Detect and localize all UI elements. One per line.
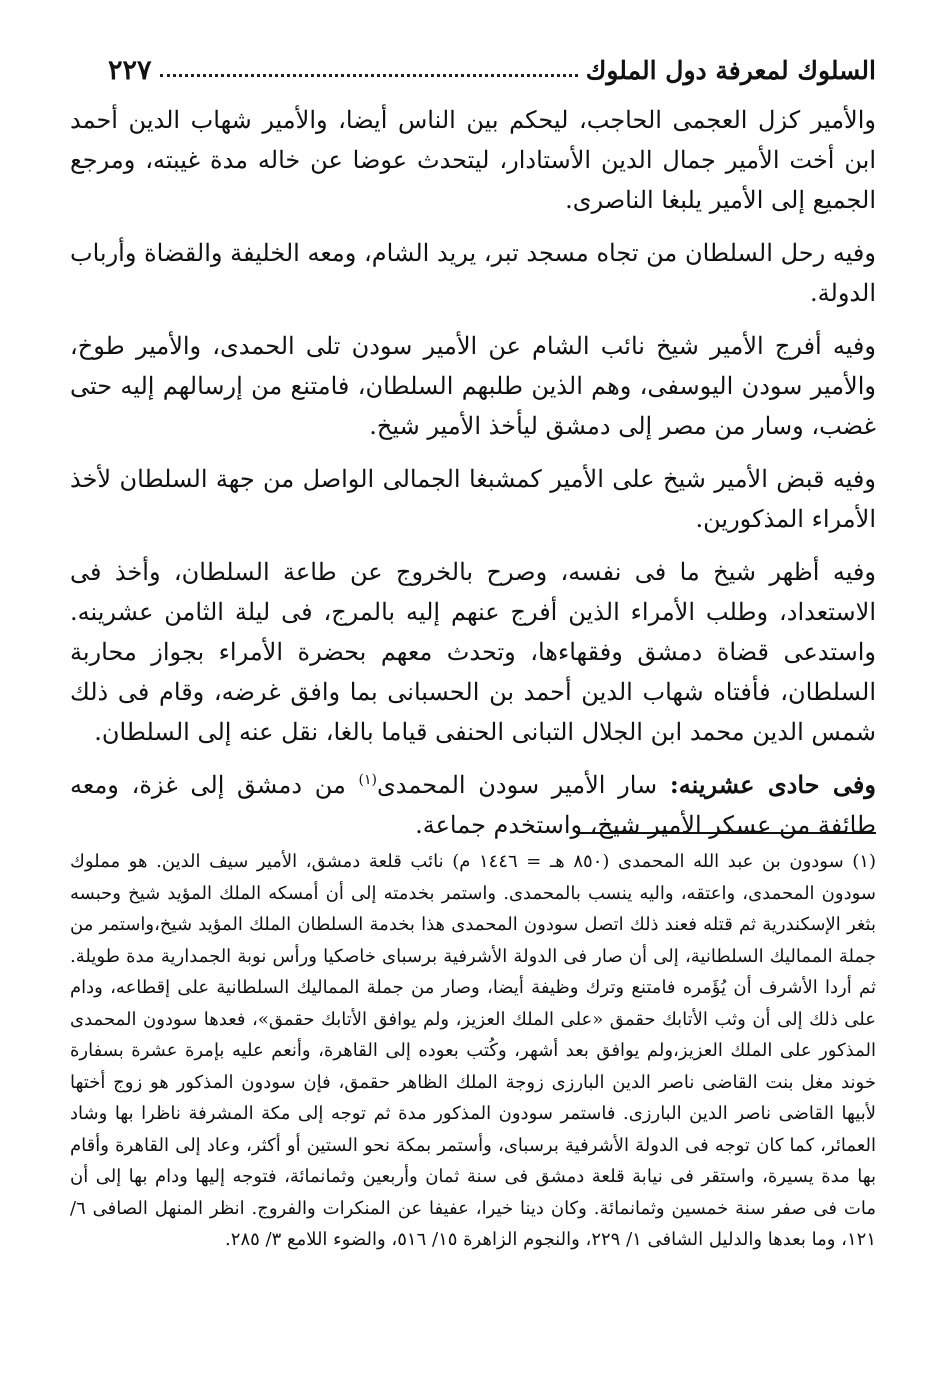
paragraph-2: وفيه رحل السلطان من تجاه مسجد تبر، يريد الشام، ومعه الخليفة والقضاة وأرباب الدولة. bbox=[70, 239, 876, 307]
paragraph-4: وفيه قبض الأمير شيخ على الأمير كمشبغا الجمالى الواصل من جهة السلطان لأخذ الأمراء المذكورين. bbox=[70, 465, 876, 533]
footnote-separator bbox=[576, 832, 876, 834]
footnote-reference: (١) bbox=[358, 772, 377, 788]
footnote bbox=[70, 846, 876, 1256]
running-title: السلوك لمعرفة دول الملوك bbox=[585, 55, 876, 85]
paragraph-5: وفيه أظهر شيخ ما فى نفسه، وصرح بالخروج عن طاعة السلطان، وأخذ فى الاستعداد، وطلب الأمراء الذين أفرج عنهم إليه بالمرج، فى ليلة الثامن عشرينه. واستدعى قضاة دمشق وفقهاءها، وتحدث معهم بحضرة الأمراء بجواز محاربة السلطان، فأفتاه شهاب الدين أحمد بن الحسبانى بما وافق غرضه، وقام فى ذلك شمس الدين محمد ابن الجلال التبانى الحنفى قياما بالغا، نقل عنه إلى السلطان. bbox=[70, 558, 877, 746]
page-header bbox=[108, 48, 876, 92]
paragraph-3: وفيه أفرج الأمير شيخ نائب الشام عن الأمير سودن تلى الحمدى، والأمير طوخ، والأمير سودن اليوسفى، وهم الذين طلبهم السلطان، فامتنع من إرسالهم إليه حتى غضب، وسار من مصر إلى دمشق ليأخذ الأمير شيخ. bbox=[70, 332, 876, 440]
paragraph-6-lead: وفى حادى عشرينه: bbox=[669, 770, 876, 799]
paragraph-6-text-b: من دمشق إلى غزة، ومعه طائفة من عسكر الأمير شيخ، واستخدم جماعة. bbox=[70, 771, 876, 839]
page-number: ٢٢٧ bbox=[108, 54, 152, 86]
leader-dots bbox=[160, 74, 578, 77]
paragraph-6-text-a: سار الأمير سودن المحمدى bbox=[376, 771, 670, 799]
paragraph-1: والأمير كزل العجمى الحاجب، ليحكم بين الناس أيضا، والأمير شهاب الدين أحمد ابن أخت الأمير جمال الدين الأستادار، ليتحدث عوضا عن خاله مدة غيبته، ومرجع الجميع إلى الأمير يلبغا الناصرى. bbox=[70, 106, 876, 214]
main-text bbox=[70, 100, 876, 858]
footnote-text: (١) سودون بن عبد الله المحمدى (٨٥٠ هـ = ١٤٤٦ م) نائب قلعة دمشق، الأمير سيف الدين. هو مملوك سودون المحمدى، واعتقه، واليه ينسب بالمحمدى. واستمر بخدمته إلى أن أمسكه الملك المؤيد شيخ وحبسه بثغر الإسكندرية ثم قتله فعند ذلك اتصل سودون المحمدى هذا بخدمة السلطان الملك المؤيد شيخ،واستمر من جملة المماليك السلطانية، إلى أن صار فى الدولة الأشرفية برسباى خاصكيا ورأس نوبة الجمدارية مدة طويلة. ثم أردا الأشرف أن يُؤَمره فامتنع وترك وظيفة أيضا، وصار من جملة المماليك السلطانية على إقطاعه، ودام على ذلك إلى أن وثب الأتابك حقمق «على الملك العزيز، ولم يوافق الأتابك حقمق»، فعدها سودون المحمدى المذكور على الملك العزيز،ولم يوافق بعد أشهر، وكُتب بعوده إلى القاهرة، وأنعم عليه بإمرة عشرة بسفارة خوند مغل بنت القاضى ناصر الدين البارزى زوجة الملك الظاهر حقمق، فإن سودون المذكور هو زوج أختها لأبيها القاضى ناصر الدين البارزى. فاستمر سودون المذكور مدة ثم توجه إلى مكة المشرفة ناظرا بها وشاد العمائر، كما كان توجه فى الدولة الأشرفية برسباى، وأستمر بمكة نحو الستين أو أكثر، وعاد إلى القاهرة وأقام بها مدة يسيرة، واستقر فى نيابة قلعة دمشق فى سنة ثمان وأربعين وثمانمائة، فتوجه إليها ودام بها إلى أن مات فى صفر سنة خمسين وثمانمائة. وكان دينا خيرا، عفيفا عن المنكرات والفروج. انظر المنهل الصافى ٦/ ١٢١، وما بعدها والدليل الشافى ١/ ٢٢٩، والنجوم الزاهرة ١٥/ ٥١٦، والضوء اللامع ٣/ ٢٨٥. bbox=[70, 851, 876, 1250]
